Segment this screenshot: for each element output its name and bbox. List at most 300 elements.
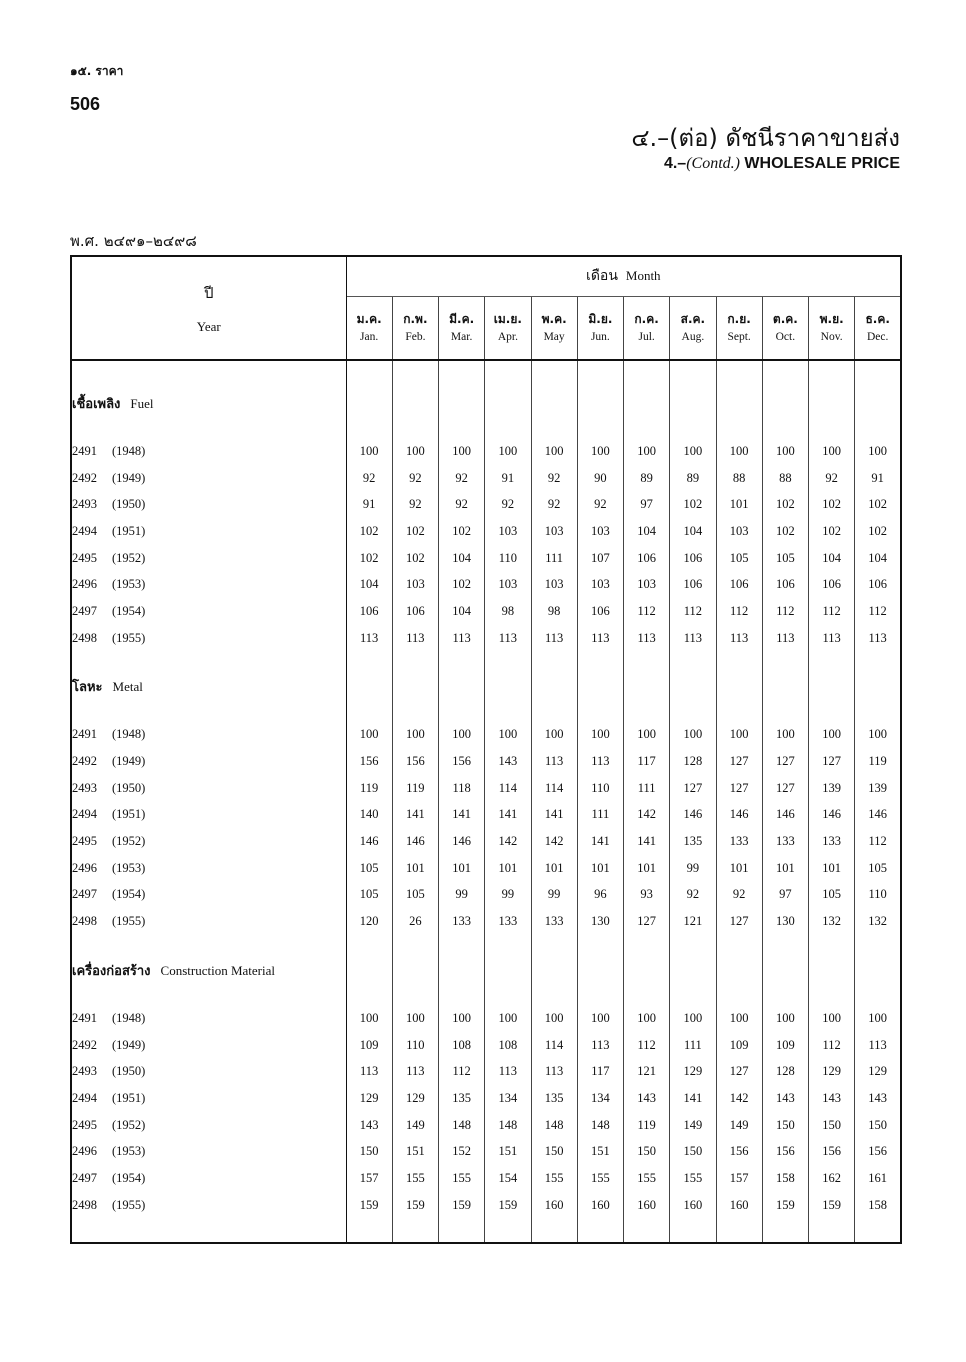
value-cell: 92 [485, 491, 531, 518]
year-label [71, 598, 346, 625]
value-cell: 111 [577, 802, 623, 829]
month-label-english: Jan. [360, 330, 379, 343]
month-label-thai: ต.ค. [772, 311, 798, 326]
value-cell: 134 [485, 1085, 531, 1112]
value-cell: 101 [809, 855, 855, 882]
table-row [71, 1112, 901, 1139]
month-label-thai: พ.ค. [541, 311, 567, 326]
year-label [71, 882, 346, 909]
value-cell: 106 [670, 545, 716, 572]
value-cell: 120 [346, 908, 392, 935]
empty-cell [346, 1219, 392, 1243]
page-number: 506 [70, 94, 101, 114]
month-header-cell [670, 296, 716, 360]
value-cell: 148 [531, 1112, 577, 1139]
value-cell: 119 [346, 775, 392, 802]
value-cell: 100 [809, 1005, 855, 1032]
value-cell: 151 [485, 1138, 531, 1165]
empty-cell [346, 652, 392, 722]
value-cell: 117 [624, 748, 670, 775]
value-cell: 99 [439, 882, 485, 909]
value-cell: 102 [855, 518, 901, 545]
value-cell: 160 [670, 1192, 716, 1219]
empty-cell [485, 1219, 531, 1243]
month-header-cell [762, 296, 808, 360]
value-cell: 150 [809, 1112, 855, 1139]
year-buddhist: 2491 [72, 443, 97, 458]
value-cell: 160 [624, 1192, 670, 1219]
value-cell: 92 [346, 465, 392, 492]
spacer-cell [71, 360, 346, 368]
value-cell: 100 [670, 722, 716, 749]
table-row [71, 491, 901, 518]
value-cell: 100 [855, 722, 901, 749]
year-buddhist: 2494 [72, 807, 97, 822]
value-cell: 104 [809, 545, 855, 572]
value-cell: 129 [809, 1058, 855, 1085]
value-cell: 142 [624, 802, 670, 829]
value-cell: 102 [762, 518, 808, 545]
empty-cell [855, 1219, 901, 1243]
year-label [71, 855, 346, 882]
value-cell: 127 [716, 775, 762, 802]
value-cell: 102 [439, 571, 485, 598]
year-gregorian: (1949) [112, 754, 146, 769]
value-cell: 105 [346, 855, 392, 882]
year-label [71, 908, 346, 935]
value-cell: 92 [809, 465, 855, 492]
value-cell: 101 [392, 855, 438, 882]
value-cell: 112 [624, 1032, 670, 1059]
value-cell: 127 [624, 908, 670, 935]
value-cell: 100 [531, 1005, 577, 1032]
value-cell: 149 [716, 1112, 762, 1139]
category-row [71, 935, 901, 1005]
month-header-english: Month [625, 268, 661, 284]
section-tag: ๑๕. ราคา [70, 64, 124, 78]
value-cell: 92 [392, 491, 438, 518]
month-label-english: Nov. [820, 330, 843, 343]
value-cell: 121 [624, 1058, 670, 1085]
value-cell: 113 [531, 748, 577, 775]
value-cell: 113 [392, 625, 438, 652]
month-label-english: Jun. [590, 330, 610, 343]
value-cell: 102 [439, 518, 485, 545]
value-cell: 92 [577, 491, 623, 518]
empty-cell [762, 368, 808, 438]
value-cell: 106 [716, 571, 762, 598]
value-cell: 150 [624, 1138, 670, 1165]
value-cell: 113 [670, 625, 716, 652]
value-cell: 143 [624, 1085, 670, 1112]
year-gregorian: (1948) [112, 443, 146, 458]
period-label: พ.ศ. ๒๔๙๑–๒๔๙๘ [70, 232, 197, 250]
value-cell: 133 [439, 908, 485, 935]
value-cell: 113 [716, 625, 762, 652]
value-cell: 113 [624, 625, 670, 652]
value-cell: 109 [346, 1032, 392, 1059]
value-cell: 101 [716, 855, 762, 882]
empty-cell [855, 935, 901, 1005]
empty-cell [577, 1219, 623, 1243]
value-cell: 90 [577, 465, 623, 492]
empty-cell [716, 368, 762, 438]
empty-cell [670, 360, 716, 368]
value-cell: 112 [762, 598, 808, 625]
value-cell: 100 [346, 1005, 392, 1032]
value-cell: 101 [577, 855, 623, 882]
value-cell: 159 [809, 1192, 855, 1219]
value-cell: 128 [670, 748, 716, 775]
value-cell: 150 [670, 1138, 716, 1165]
year-buddhist: 2498 [72, 1197, 97, 1212]
value-cell: 135 [531, 1085, 577, 1112]
value-cell: 160 [531, 1192, 577, 1219]
value-cell: 156 [439, 748, 485, 775]
category-label [71, 368, 346, 438]
year-gregorian: (1954) [112, 603, 146, 618]
empty-cell [577, 368, 623, 438]
value-cell: 101 [485, 855, 531, 882]
value-cell: 105 [716, 545, 762, 572]
value-cell: 141 [577, 828, 623, 855]
category-label [71, 935, 346, 1005]
value-cell: 129 [670, 1058, 716, 1085]
category-name-english: Construction Material [160, 962, 275, 978]
table-row [71, 438, 901, 465]
year-gregorian: (1954) [112, 1170, 146, 1185]
table-row [71, 722, 901, 749]
value-cell: 105 [762, 545, 808, 572]
value-cell: 156 [762, 1138, 808, 1165]
year-label [71, 571, 346, 598]
value-cell: 100 [485, 722, 531, 749]
table-row [71, 1138, 901, 1165]
empty-cell [809, 360, 855, 368]
value-cell: 149 [670, 1112, 716, 1139]
value-cell: 112 [624, 598, 670, 625]
value-cell: 148 [577, 1112, 623, 1139]
value-cell: 155 [531, 1165, 577, 1192]
value-cell: 156 [346, 748, 392, 775]
value-cell: 100 [531, 722, 577, 749]
table-row [71, 775, 901, 802]
value-cell: 100 [624, 1005, 670, 1032]
year-buddhist: 2496 [72, 860, 97, 875]
month-label-thai: พ.ย. [819, 311, 844, 326]
value-cell: 93 [624, 882, 670, 909]
value-cell: 110 [855, 882, 901, 909]
value-cell: 110 [577, 775, 623, 802]
value-cell: 110 [392, 1032, 438, 1059]
value-cell: 100 [577, 438, 623, 465]
year-gregorian: (1951) [112, 1090, 146, 1105]
value-cell: 150 [346, 1138, 392, 1165]
year-gregorian: (1954) [112, 887, 146, 902]
year-label [71, 775, 346, 802]
value-cell: 161 [855, 1165, 901, 1192]
value-cell: 129 [392, 1085, 438, 1112]
month-header-cell [439, 296, 485, 360]
value-cell: 156 [809, 1138, 855, 1165]
year-buddhist: 2496 [72, 577, 97, 592]
value-cell: 159 [485, 1192, 531, 1219]
month-header-cell [392, 296, 438, 360]
year-label [71, 1192, 346, 1219]
value-cell: 150 [762, 1112, 808, 1139]
value-cell: 146 [762, 802, 808, 829]
value-cell: 133 [485, 908, 531, 935]
year-gregorian: (1952) [112, 1117, 146, 1132]
value-cell: 127 [670, 775, 716, 802]
value-cell: 143 [346, 1112, 392, 1139]
value-cell: 106 [762, 571, 808, 598]
month-label-english: Jul. [638, 330, 655, 343]
value-cell: 106 [855, 571, 901, 598]
value-cell: 127 [716, 1058, 762, 1085]
value-cell: 132 [809, 908, 855, 935]
table-row [71, 1192, 901, 1219]
value-cell: 104 [855, 545, 901, 572]
year-gregorian: (1953) [112, 1144, 146, 1159]
value-cell: 113 [531, 625, 577, 652]
empty-cell [716, 652, 762, 722]
year-label [71, 545, 346, 572]
empty-cell [392, 368, 438, 438]
empty-cell [624, 368, 670, 438]
value-cell: 113 [855, 1032, 901, 1059]
value-cell: 143 [855, 1085, 901, 1112]
month-header-cell [485, 296, 531, 360]
value-cell: 111 [670, 1032, 716, 1059]
year-buddhist: 2495 [72, 834, 97, 849]
value-cell: 108 [439, 1032, 485, 1059]
year-column-header [71, 256, 346, 360]
value-cell: 106 [577, 598, 623, 625]
empty-cell [439, 935, 485, 1005]
value-cell: 142 [485, 828, 531, 855]
value-cell: 102 [346, 545, 392, 572]
table-row [71, 598, 901, 625]
month-label-thai: ม.ค. [356, 311, 382, 326]
value-cell: 103 [392, 571, 438, 598]
category-name-english: Fuel [130, 395, 154, 411]
year-label [71, 465, 346, 492]
value-cell: 96 [577, 882, 623, 909]
month-label-thai: ก.ย. [727, 311, 751, 326]
value-cell: 146 [809, 802, 855, 829]
value-cell: 100 [577, 1005, 623, 1032]
value-cell: 104 [439, 598, 485, 625]
year-label [71, 802, 346, 829]
year-gregorian: (1948) [112, 1010, 146, 1025]
value-cell: 92 [439, 491, 485, 518]
month-label-thai: ธ.ค. [865, 311, 890, 326]
table-row [71, 545, 901, 572]
value-cell: 105 [346, 882, 392, 909]
empty-cell [439, 360, 485, 368]
value-cell: 88 [716, 465, 762, 492]
value-cell: 100 [392, 1005, 438, 1032]
value-cell: 146 [716, 802, 762, 829]
year-gregorian: (1948) [112, 727, 146, 742]
year-buddhist: 2497 [72, 603, 97, 618]
empty-cell [439, 652, 485, 722]
value-cell: 112 [855, 828, 901, 855]
value-cell: 103 [716, 518, 762, 545]
value-cell: 113 [485, 625, 531, 652]
value-cell: 146 [346, 828, 392, 855]
month-label-thai: มี.ค. [449, 311, 475, 326]
value-cell: 157 [346, 1165, 392, 1192]
empty-cell [624, 360, 670, 368]
category-name-thai: เชื้อเพลิง [72, 396, 121, 412]
value-cell: 155 [392, 1165, 438, 1192]
year-label [71, 722, 346, 749]
value-cell: 146 [855, 802, 901, 829]
value-cell: 113 [439, 625, 485, 652]
value-cell: 113 [485, 1058, 531, 1085]
year-buddhist: 2491 [72, 727, 97, 742]
page-title-thai: ๔.–(ต่อ) ดัชนีราคาขายส่ง [631, 124, 900, 152]
table-row [71, 1005, 901, 1032]
value-cell: 127 [716, 908, 762, 935]
month-label-thai: ก.พ. [403, 311, 428, 326]
value-cell: 97 [624, 491, 670, 518]
year-gregorian: (1955) [112, 914, 146, 929]
table-body [71, 360, 901, 1243]
value-cell: 139 [855, 775, 901, 802]
empty-cell [346, 368, 392, 438]
value-cell: 100 [392, 438, 438, 465]
empty-cell [346, 935, 392, 1005]
value-cell: 102 [392, 545, 438, 572]
value-cell: 141 [439, 802, 485, 829]
value-cell: 118 [439, 775, 485, 802]
year-label [71, 491, 346, 518]
value-cell: 140 [346, 802, 392, 829]
value-cell: 117 [577, 1058, 623, 1085]
year-gregorian: (1952) [112, 834, 146, 849]
value-cell: 155 [670, 1165, 716, 1192]
value-cell: 133 [531, 908, 577, 935]
value-cell: 114 [531, 775, 577, 802]
table-end-row [71, 1219, 901, 1243]
empty-cell [392, 1219, 438, 1243]
month-header-cell [624, 296, 670, 360]
year-label [71, 1112, 346, 1139]
year-label [71, 625, 346, 652]
year-buddhist: 2496 [72, 1144, 97, 1159]
year-gregorian: (1950) [112, 1064, 146, 1079]
year-header-english: Year [196, 319, 221, 334]
empty-cell [392, 935, 438, 1005]
value-cell: 133 [716, 828, 762, 855]
value-cell: 100 [809, 722, 855, 749]
value-cell: 91 [346, 491, 392, 518]
value-cell: 104 [624, 518, 670, 545]
value-cell: 98 [485, 598, 531, 625]
value-cell: 160 [716, 1192, 762, 1219]
value-cell: 128 [762, 1058, 808, 1085]
value-cell: 106 [346, 598, 392, 625]
month-group-header [346, 256, 901, 296]
value-cell: 102 [809, 491, 855, 518]
value-cell: 104 [670, 518, 716, 545]
empty-cell [439, 1219, 485, 1243]
empty-cell [624, 652, 670, 722]
month-label-english: Aug. [681, 330, 705, 343]
value-cell: 92 [392, 465, 438, 492]
value-cell: 92 [670, 882, 716, 909]
value-cell: 127 [809, 748, 855, 775]
value-cell: 88 [762, 465, 808, 492]
value-cell: 100 [716, 722, 762, 749]
value-cell: 151 [577, 1138, 623, 1165]
value-cell: 111 [531, 545, 577, 572]
empty-cell [762, 1219, 808, 1243]
value-cell: 155 [439, 1165, 485, 1192]
month-label-english: Feb. [405, 330, 426, 343]
month-header-cell [531, 296, 577, 360]
value-cell: 141 [485, 802, 531, 829]
empty-cell [577, 935, 623, 1005]
value-cell: 100 [485, 438, 531, 465]
value-cell: 146 [439, 828, 485, 855]
value-cell: 156 [855, 1138, 901, 1165]
table-row [71, 908, 901, 935]
empty-cell [531, 368, 577, 438]
value-cell: 102 [855, 491, 901, 518]
table-row [71, 518, 901, 545]
category-label [71, 652, 346, 722]
value-cell: 119 [855, 748, 901, 775]
empty-cell [531, 360, 577, 368]
value-cell: 159 [762, 1192, 808, 1219]
value-cell: 156 [716, 1138, 762, 1165]
empty-cell [670, 1219, 716, 1243]
value-cell: 99 [670, 855, 716, 882]
value-cell: 102 [670, 491, 716, 518]
value-cell: 106 [392, 598, 438, 625]
empty-cell [809, 368, 855, 438]
value-cell: 158 [855, 1192, 901, 1219]
value-cell: 150 [531, 1138, 577, 1165]
value-cell: 111 [624, 775, 670, 802]
value-cell: 103 [485, 518, 531, 545]
value-cell: 100 [716, 1005, 762, 1032]
value-cell: 141 [392, 802, 438, 829]
value-cell: 121 [670, 908, 716, 935]
year-buddhist: 2498 [72, 630, 97, 645]
value-cell: 100 [624, 722, 670, 749]
year-gregorian: (1949) [112, 1037, 146, 1052]
value-cell: 112 [670, 598, 716, 625]
table-row [71, 1058, 901, 1085]
value-cell: 91 [485, 465, 531, 492]
year-buddhist: 2492 [72, 1037, 97, 1052]
empty-cell [531, 935, 577, 1005]
value-cell: 135 [670, 828, 716, 855]
value-cell: 129 [855, 1058, 901, 1085]
value-cell: 155 [577, 1165, 623, 1192]
value-cell: 113 [392, 1058, 438, 1085]
title-en-prefix: 4.– [663, 155, 687, 172]
empty-cell [577, 360, 623, 368]
value-cell: 92 [531, 491, 577, 518]
value-cell: 100 [762, 722, 808, 749]
year-buddhist: 2497 [72, 1170, 97, 1185]
